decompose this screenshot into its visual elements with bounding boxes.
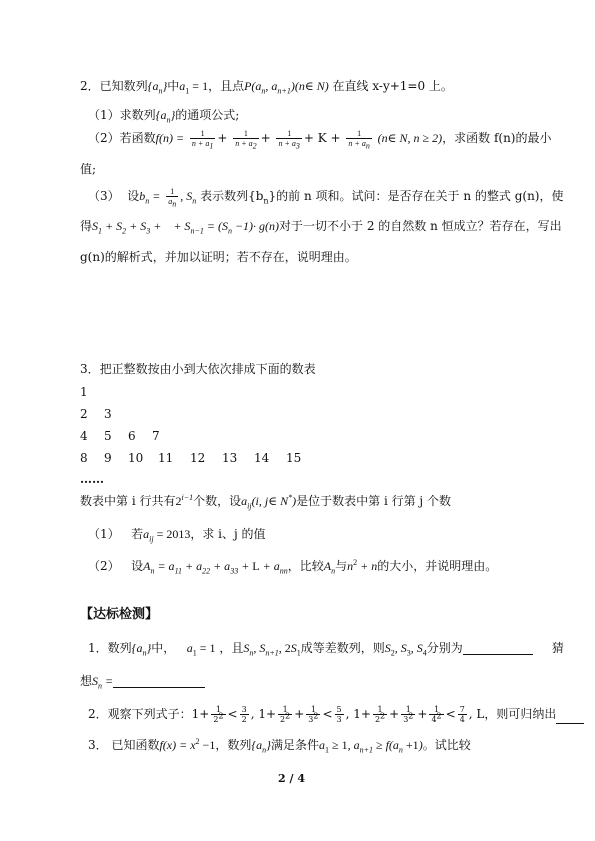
t3-text: 3． 已知函数$f(x) = x^2 -1$，数列$\{a_n\}$满足条件$a_1 \ge 1$, $a_{n+1} \ge f(a_n +1)$。试比较 — [88, 737, 471, 755]
q3-table-ellipsis: …… — [80, 472, 104, 486]
q3-table-row-3: 4 5 6 7 — [80, 429, 160, 443]
q2-part2-cont: 值; — [80, 162, 97, 176]
q3-part2: （2） 设$A_n = a_{11} + a_{22} + a_{33} + L + a_{nn}$，比较$A_n$与$n^2 + n$的大小，并说明理由。 — [88, 558, 498, 576]
q3-stem: 3．把正整数按由小到大依次排成下面的数表 — [80, 362, 316, 376]
q2-part3-line3: g(n)的解析式，并加以证明；若不存在，说明理由。 — [80, 250, 357, 264]
t1-line2: 想$S_n$ = — [80, 674, 205, 688]
t1-text: 1．数列$\{a_n\}$中， $a_1 = 1$ ，且$S_n$, $S_{n+1}$, $2S_1$成等差数列，则$S_2$, $S_3$, $S_4$分别为 猜 — [88, 641, 564, 658]
q2-part3-line2: 得$S_1 + S_2 + S_3$ + + $S_{n-1} = (S_n -1)\cdot g(n)$对于一切不小于 2 的自然数 n 恒成立？若存在，写出 — [80, 219, 562, 236]
t2-text: 2．观察下列式子：1+ $\frac{1}{2^2}$ < $\frac{3}{2}$ , 1+ $\frac{1}{2^2}$ + $\frac{1}{3^2}$ < $\frac{5}{3}$ , 1+ $\frac{1}{2^2}$ + $\frac{1}{3^2}$ + $\frac{1}{4^2}$ < $\frac{7}{4}$ , L，则可归纳出 — [88, 705, 584, 724]
q3-table-row-2: 2 3 — [80, 407, 112, 421]
q3-desc: 数表中第 i 行共有$2^{i-1}$个数，设$a_{ij}(i$, j∈ N*)是位于数表中第 i 行第 j 个数 — [80, 493, 451, 511]
t1-answer-blank[interactable] — [463, 642, 533, 655]
q2-part1: （1）求数列$\{a_n\}$的通项公式; — [88, 108, 240, 125]
q3-table-row-4: 8 9 10 11 12 13 14 15 — [80, 451, 302, 465]
t1-conjecture-blank[interactable] — [113, 675, 205, 688]
q2-part3: （3） 设$b_n$ = $\frac{1}{a_n}$ , $S_n$ 表示数列$\{b_n\}$的前 n 项和。试问：是否存在关于 n 的整式 g(n)，使 — [88, 187, 564, 209]
q3-table-row-1: 1 — [80, 385, 88, 399]
t2-answer-blank[interactable] — [556, 711, 584, 724]
section-title: 【达标检测】 — [80, 607, 159, 622]
q2-stem: 2．已知数列$\{a_n\}$中$a_1 = 1$，且点$P(a_n$, $a_{n+1})(n\in$ N) 在直线 x-y+1=0 上。 — [80, 79, 453, 96]
q2-part2: （2）若函数f(n) = $\frac{1}{n + a_1}$ + $\frac{1}{n + a_2}$ + $\frac{1}{n + a_3}$ + K + $\frac{1}{n + a_n}$ (n∈ N, n ≥ 2)，求函数 f(n)的最小 — [88, 129, 552, 151]
page-number: 2 / 4 — [278, 772, 305, 785]
q3-part1: （1） 若$a_{ij} = 2013$，求 i、j 的值 — [88, 527, 266, 544]
